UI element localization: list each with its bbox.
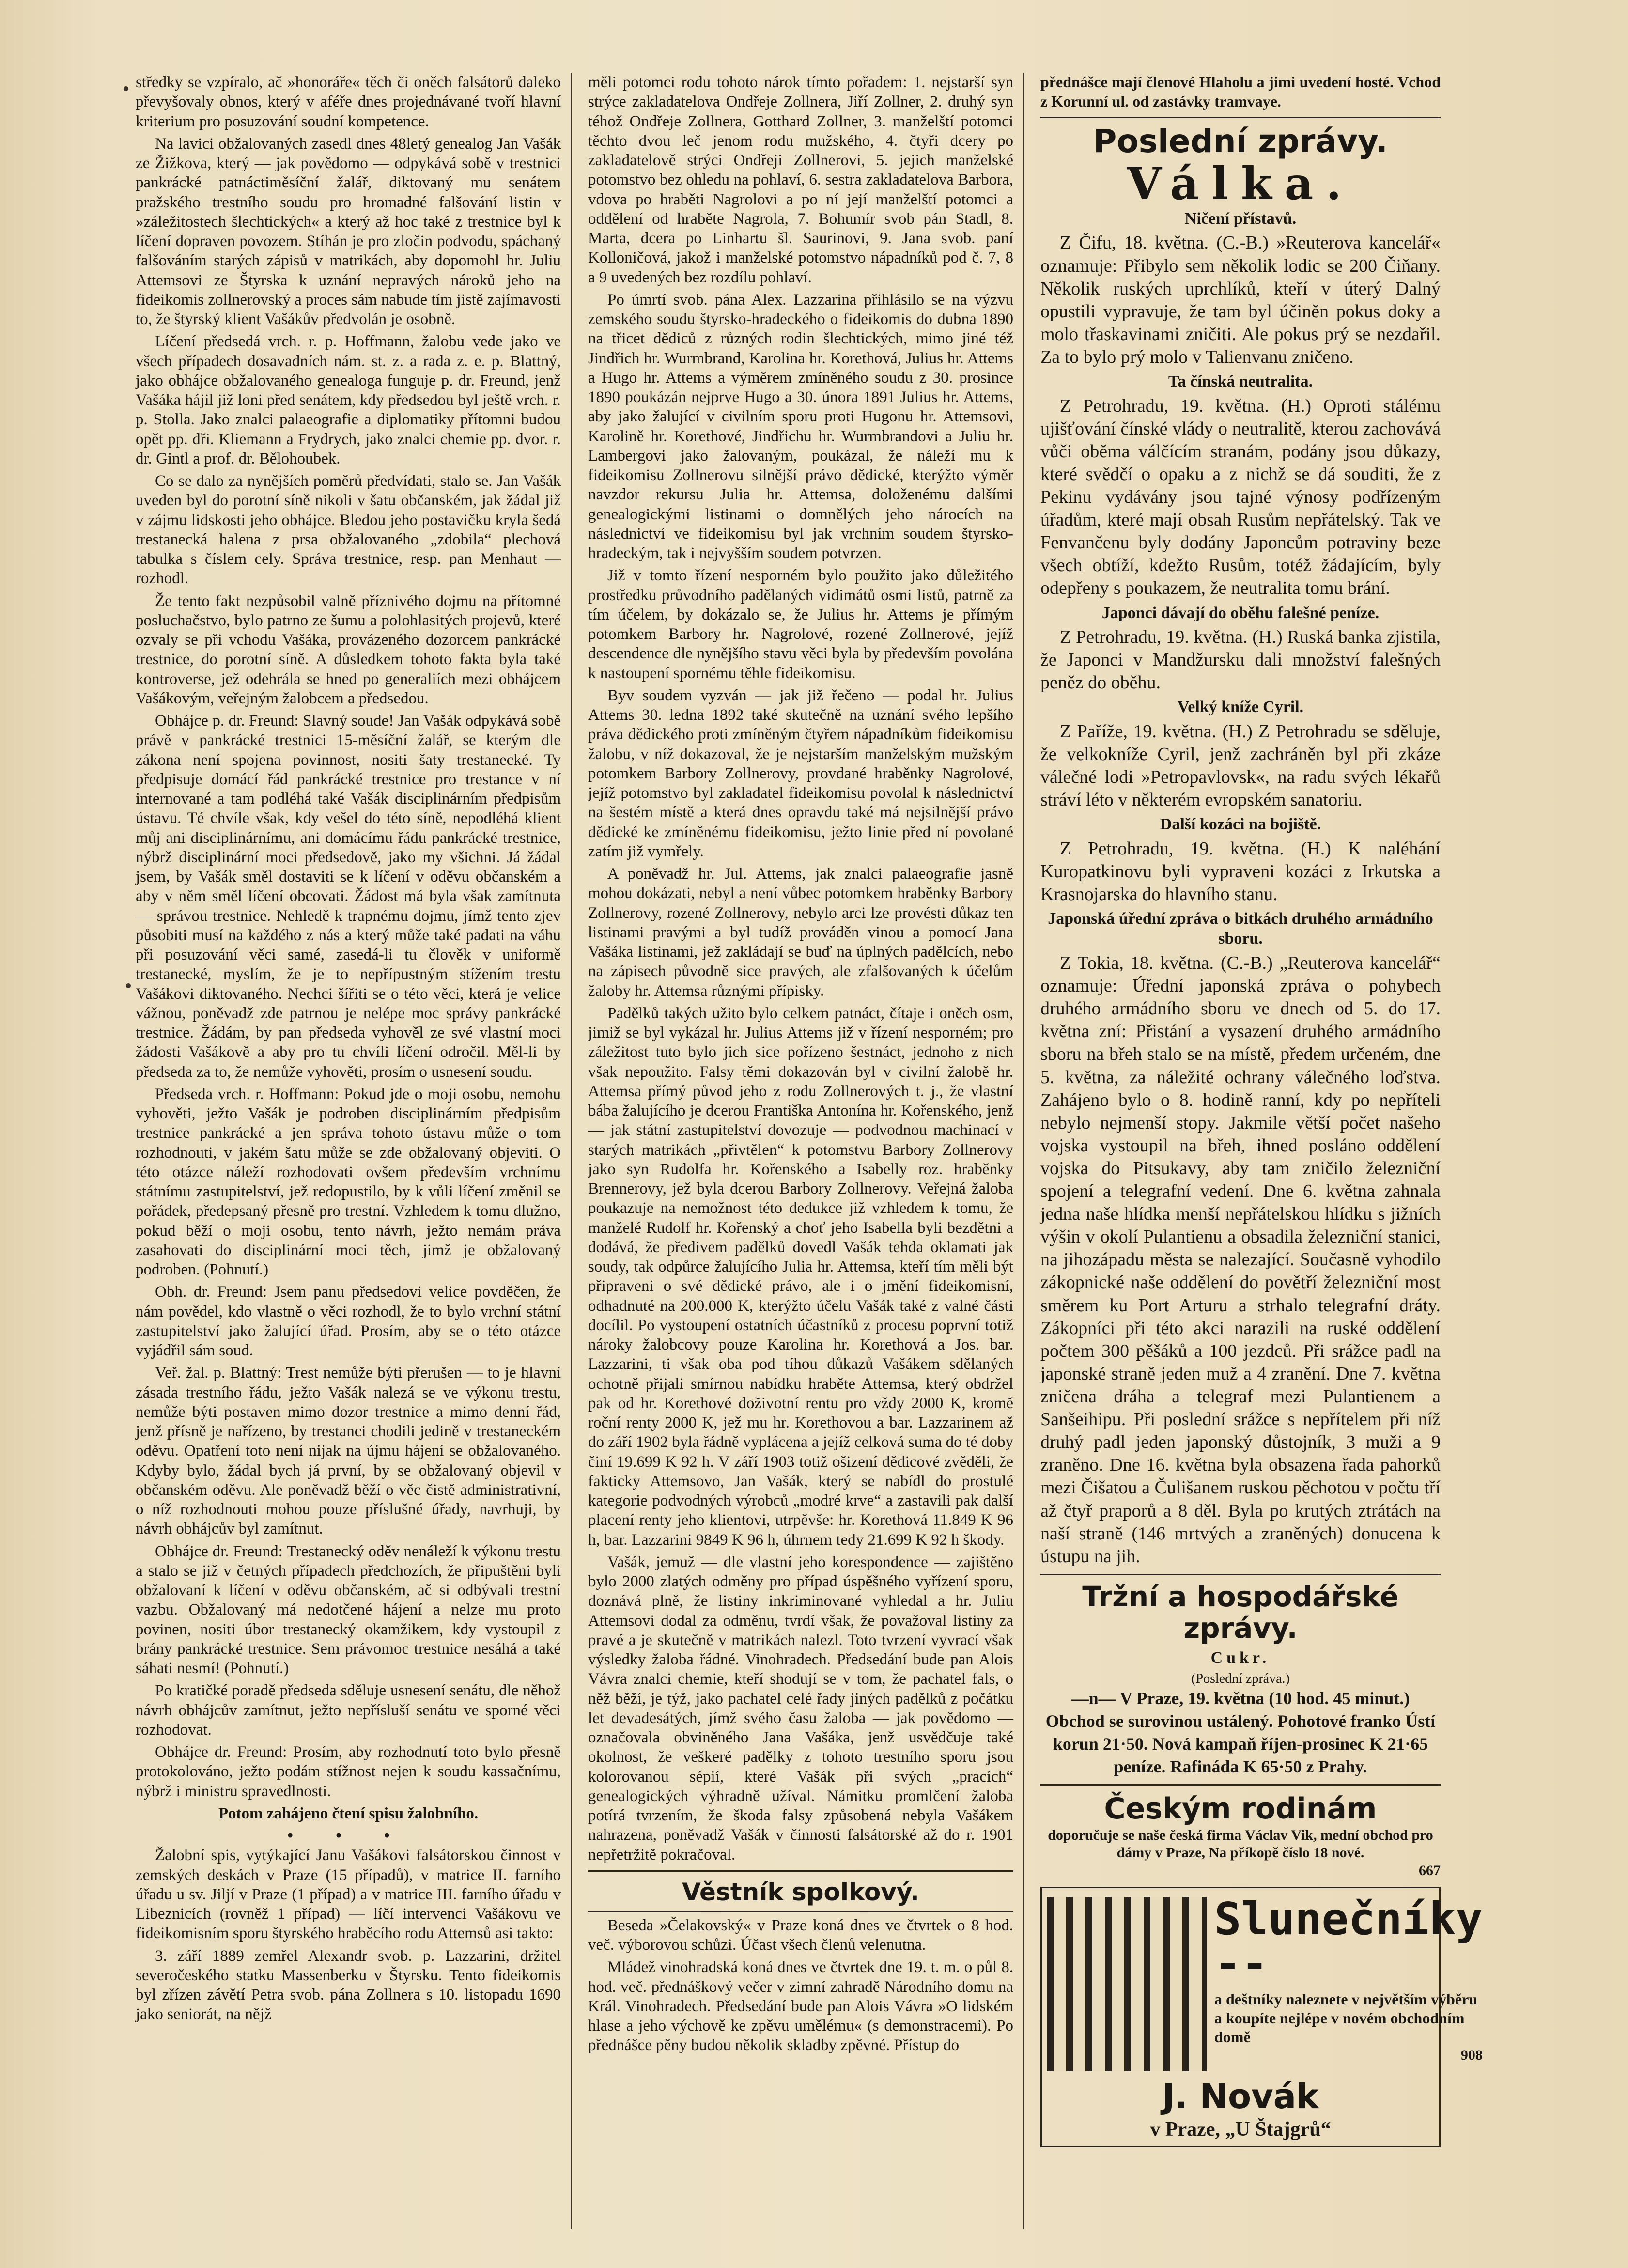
market-text: —n— V Praze, 19. května (10 hod. 45 minut.) Obchod se surovinou ustálený. Pohotové franko Ústí korun 21·50. Nová kampaň říjen-prosinec K 21·65 peníze. Rafináda K 65·50 z Prahy. (1045, 1689, 1436, 1776)
paragraph: Na lavici obžalovaných zasedl dnes 48letý genealog Jan Vašák ze Žižkova, který — jak povědomo — odpykává sobě v trestnici pankrácké patnáctiměsíční žalář, diktovaný mu senátem pražského trestního soudu pro hromadné falšování listin v »záležitostech šlechtických« a který až hoc také z trestnice byl k líčení dopraven povozem. Stíhán je pro zločin podvodu, spáchaný falšováním starých zápisů v matrikách, aby dopomohl hr. Juliu Attemsovi ze Štyrska k uznání nepravých nároků jeho na fideikomis zollnerovský a proces sám nabude tím jistě zajímavosti to, že štyrský klient Vašákův předvolán je osobně. (136, 135, 561, 328)
news-item-head: Japonci dávají do oběhu falešné peníze. (1101, 604, 1380, 622)
ad-address: v Praze, „U Štajgrů“ (1150, 2118, 1331, 2141)
market-sub: Cukr. (1210, 1648, 1271, 1667)
paragraph: Beseda »Čelakovský« v Praze koná dnes ve čtvrtek o 8 hod. več. výborovou schůzi. Účast všech členů velenutna. (588, 1916, 1013, 1954)
columns (136, 73, 1560, 2229)
news-item-head: Ta čínská neutralita. (1168, 373, 1313, 391)
paragraph: Líčení předsedá vrch. r. p. Hoffmann, žalobu vede jako ve všech případech dosavadních nám. st. z. a rada z. e. p. Blattný, jako obhájce obžalovaného genealoga funguje p. dr. Freund, jenž Vašáka hájil již loni před senátem, kdy předsedou byl ještě vrch. r. p. Stolla. Jako znalci palaeografie a diplomatiky přítomni budou opět pp. dři. Kliemann a Frydrych, jako znalci chemie pp. dvor. r. dr. Gintl a prof. dr. Bělohoubek. (136, 333, 561, 467)
paragraph: A poněvadž hr. Jul. Attems, jak znalci palaeografie jasně mohou dokázati, nebyl a není vůbec potomkem hraběnky Barbory Zollnerovy, rozené Zollnerovy, nebylo arci lze provésti důkaz ten listinami pravými a byl tudíž prováděn vinou a pomocí Jana Vašáka listinami, jež zakládají se buď na úplných padělcích, nebo na zápisech původně sice pravých, ale zfalšovaných k účelům žaloby hr. Attemsa různými přípisky. (588, 865, 1013, 1000)
ad-number: 908 (1460, 2047, 1483, 2063)
paragraph: přednášce mají členové Hlaholu a jimi uvedení hosté. Vchod z Korunní ul. od zastávky tramvaye. (1040, 73, 1441, 110)
news-item-text: Z Petrohradu, 19. května. (H.) Oproti stálému ujišťování čínské vlády o neutralitě, kterou zachovává vůči oběma válčícím stranám, podány jsou důkazy, které svědčí o opaku a z nichž se dá souditi, že z Pekinu vydávány jsou tajné výnosy podřízeným úřadům, které mají obsah Rusům nepřátelský. Tak ve Fenvančenu byly dodány Japoncům potraviny beze všech obtíží, kdežto Rusům, totéž žádajícím, byly odepřeny s poukazem, že neutralita tomu brání. (1040, 395, 1441, 599)
news-item-text: Z Petrohradu, 19. května. (H.) K naléhání Kuropatkinovu byli vypraveni kozáci z Irkutska a Krasnojarska do hlavního stanu. (1040, 838, 1441, 904)
ink-speck-icon (126, 983, 131, 988)
ink-speck-icon (124, 86, 128, 91)
divider (588, 1911, 1013, 1912)
news-item-text: Z Tokia, 18. května. (C.-B.) „Reuterova kancelář“ oznamuje: Úřední japonská zpráva o pohybech druhého armádního sboru ve dnech od 5. do 17. května zní: Přistání a vysazení druhého armádního sboru na břeh stalo se na místě, předem určeném, dne 5. května, za náležité ochrany válečného loďstva. Zahájeno bylo o 8. hodině ranní, kdy po nepříteli nebylo nejmenší stopy. Jakmile větší počet našeho vojska vystoupil na břeh, ihned posláno oddělení vojska do Pitsukavy, aby tam zničilo železniční spojení a telegrafní vedení. Dne 6. května zahnala jedna naše hlídka menší nepřátelskou hlídku s jižních výšin v okolí Pulantienu a obsadila železniční stanici, na jihozápadu města se nalezající. Současně vyhodilo zákopnické naše oddělení do povětří železniční most směrem ku Port Arturu a strhalo telegrafní dráty. Zákopníci při této akci narazili na ruské oddělení počtem 300 pěšáků a 100 jezdců. Při srážce padl na japonské straně jeden muž a 4 zranění. Dne 7. května zničena dráha a telegraf mezi Pulantienem a Sanšeihipu. Při poslední srážce s nepřítelem při níž druhý padl jeden japonský důstojník, 3 muži a 9 zraněno. Dne 16. května byla obsazena řada pahorků mezi Čišatou a Čulišanem ruskou pěchotou v počtu tří až čtyř praporů a 8 děl. Byla po krutých ztrátách na naší straně (146 mrtvých a zraněných) donucena k ústupu na jih. (1040, 952, 1441, 1567)
news-item-head: Další kozáci na bojiště. (1160, 815, 1321, 834)
paragraph: Veř. žal. p. Blattný: Trest nemůže býti přerušen — to je hlavní zásada trestního řádu, ježto Vašák nalezá se ve výkonu trestu, nemůže býti postaven mimo dozor trestnice a mimo denní řád, jenž přísně je nařízeno, by trestanci chodili jedině v trestaneckém oděvu. Opatření toto není nijak na újmu hájení se obžalovaného. Kdyby bylo, žádal bych já první, by se obžalovaný objevil v občanském oděvu. Ale poněvadž běží o věc čistě administrativní, o níž rozhodnouti mohou pouze příslušné úřady, navrhuji, by návrh obhájcův byl zamítnut. (136, 1364, 561, 1538)
section-title-market: Tržní a hospodářské zprávy. (1082, 1580, 1399, 1645)
news-item-head: Ničení přístavů. (1184, 209, 1297, 228)
column-1 (136, 73, 572, 2229)
section-title-war: Válka. (1127, 157, 1354, 210)
paragraph: Obhájce dr. Freund: Trestanecký oděv nenáleží k výkonu trestu a stalo se již v četných případech předchozích, že připuštěni byli obžalovaní k líčení v oděvu občanském, ač si odbývali trestní vazbu. Obžalovaný má nedotčené hájení a nelze mu proto povinen, nositi úbor trestanecký okamžikem, kdy vystoupil z brány pankrácké trestnice. Sem právomoc trestnice nesáhá a také sáhati nesmí! (Pohnutí.) (136, 1542, 561, 1677)
section-title-spolky: Věstník spolkový. (682, 1878, 919, 1906)
news-item-head: Velký kníže Cyril. (1177, 698, 1304, 716)
divider (1040, 1784, 1441, 1786)
paragraph: 3. září 1889 zemřel Alexandr svob. p. Lazzarini, držitel severočeského statku Massenberku v Štyrsku. Tento fideikomis byl zřízen závětí Petra svob. pána Zollnera s 10. listopadu 1690 jako seniorát, na nějž (136, 1947, 561, 2023)
paragraph: Mládež vinohradská koná dnes ve čtvrtek dne 19. t. m. o půl 8. hod. več. přednáškový večer v zimní zahradě Národního domu na Král. Vinohradech. Předsedání bude pan Alois Vávra »O lidském hlase a jeho výchově ke zpěvu umělému« (s demonstracemi). Po přednášce pěny budou několik skladby zpěvné. Přístup do (588, 1958, 1013, 2054)
column-2 (588, 73, 1024, 2229)
news-item-text: Z Petrohradu, 19. května. (H.) Ruská banka zjistila, že Japonci v Mandžursku dali množství falešných peněz do oběhu. (1040, 626, 1441, 693)
paragraph-bold: Potom zahájeno čtení spisu žalobního. (218, 1804, 479, 1822)
divider (588, 1870, 1013, 1872)
paragraph: Po kratičké poradě předseda sděluje usnesení senátu, dle něhož návrh obhájcův zamítnut, ježto nepřísluší senátu ve sporné věci rozhodovat. (136, 1682, 561, 1739)
column-3 (1040, 73, 1483, 2229)
section-title-news: Poslední zprávy. (1093, 123, 1388, 160)
umbrella-illustration-icon (1047, 1897, 1207, 2071)
paragraph: měli potomci rodu tohoto nárok tímto pořadem: 1. nejstarší syn strýce zakladatelova Ondřeje Zollnera, Jiří Zollner, 2. druhý syn téhož Ondřeje Zollnera, Gotthard Zollner, 3. manželští potomci těchto dvou leč jenom rodu mužského, 4. čtyři dcery po zakladatelově strýci Ondřeji Zollnerovi, 5. jejich manželské potomstvo bez ohledu na pohlaví, 6. sestra zakladatelova Barbora, vdova po hraběti Nagrolovi a po ní její manželští potomci a oddělení od hraběte Nagrola, 7. Bohumír svob pán Stadl, 8. Marta, dcera po Linhartu šl. Saurinovi, 9. Jana svob. paní Kolloničová, jakož i manželské potomstvo nápadníků pod č. 7, 8 a 9 uvedených bez rozdílu pohlaví. (588, 74, 1013, 286)
news-item-text: Z Čifu, 18. května. (C.-B.) »Reuterova kancelář« oznamuje: Přibylo sem několik lodic se 200 Čiňany. Několik ruských uprchlíků, kteří v úterý Dalný opustili vypravuje, že tam byl účiněn pokus doky a molo třaskavinami zničiti. Ale pokus prý se nezdařil. Za to bylo prý molo v Talienvanu zničeno. (1040, 233, 1441, 367)
ad-text: doporučuje se naše česká firma Václav Vik, mední obchod pro dámy v Praze, Na příkopě číslo 18 nové. (1048, 1827, 1433, 1861)
market-note: (Poslední zpráva.) (1191, 1671, 1290, 1687)
paragraph: Vašák, jemuž — dle vlastní jeho korespondence — zajištěno bylo 2000 zlatých odměny pro případ úspěšného vyřízení sporu, doznává plně, že listiny inkriminované vyhledal a hr. Juliu Attemsovi dodal za odměnu, tvrdí však, že považoval listiny za pravé a je skutečně v matrikách nalezl. Toto tvrzení vyvrací však výsledky žaloba řádné. Vinohradech. Předsedání bude pan Alois Vávra znalci chemie, kteří shodují se v tom, že pachatel fals, o něž běží, je týž, jako pachatel celé řady jiných padělků z počátku let devadesátých, jímž svého času žaloba — jak povědomo — označovala obviněného Jana Vašáka, jenž usvědčuje také okolnost, že veškeré padělky z tohoto trestního sporu jsou kolorovanou sépií, které Vašák při svých „pracích“ genealogických výhradně užíval. Námitku promlčení žaloba potírá tvrzením, že škoda falsy způsobená nebyla Vašákem nahrazena, poněvadž Vašák v činnosti falsátorské až do r. 1901 nepřetržitě pokračoval. (588, 1553, 1013, 1864)
ad-name: J. Novák (1162, 2076, 1319, 2116)
paragraph: středky se vzpíralo, ač »honoráře« těch či oněch falsátorů daleko převyšovaly obnos, který v aféře dnes projednávané tvoří hlavní kriterium pro posuzování soudní kompetence. (136, 74, 561, 130)
paragraph: Obhájce p. dr. Freund: Slavný soude! Jan Vašák odpykává sobě právě v pankrácké trestnici 15-měsíční žalář, se kterým dle zákona není spojena povinnost, nositi šaty trestanecké. Ty předpisuje domácí řád pankrácké trestnice pro trestance v ní internované a tam podléhá také Vašák disciplinárním předpisům ústavu. Té chvíle však, kdy vešel do této síně, nepodléhá klient můj ani disciplinárnímu, ani domácímu řádu pankrácké trestnice, nýbrž disciplinární moci předsedově, jako my všichni. Já žádal jsem, by Vašák směl dostaviti se k líčení v oděvu občanském a aby v něm směl líčení obcovati. Žádost má byla však zamítnuta — správou trestnice. Nehledě k trapnému dojmu, jímž tento zjev působiti musí na každého z nás a který může také padati na váhu při posuzování věci samé, zasedá-li tu člověk v uniformě trestanecké, myslím, že je to nepřípustným stížením trestu Vašákovi diktovaného. Nechci šířiti se o této věci, která je velice vážnou, poněvadž zde patrnou je nelépe moc správy pankrácké trestnice. Žádám, by pan předseda vyhověl ze své vlastní moci žádosti Vašákově a aby pro tu chvíli líčení odročil. Měl-li by předseda za to, že nemůže vyhověti, prosím o usnesení soudu. (136, 712, 561, 1081)
news-item-text: Z Paříže, 19. května. (H.) Z Petrohradu se sděluje, že velkokníže Cyril, jenž zachráněn byl při zkáze válečné lodi »Petropavlovsk«, na radu svých lékařů stráví léto v některém evropském sanatoriu. (1040, 721, 1441, 810)
paragraph: Byv soudem vyzván — jak již řečeno — podal hr. Julius Attems 30. ledna 1892 také skutečně na uznání svého lepšího práva dědického proti zmíněným čtyřem nápadníkům fideikomisu žalobu, v níž dokazoval, že je nejstarším manželským mužským potomkem Barbory Zollnerovy, provdané hraběnky Nagrolové, jejíž potomstvo byl zakladatel fideikomisu povolal k následnictví na šestém místě a která dnes opravdu také má nejsilnější právo dědické ke zmíněnému fideikomisu, ježto linie před ní povolané zatím již vymřely. (588, 686, 1013, 860)
ad-text: a deštníky naleznete v největším výběru a koupíte nejlépe v novém obchodním domě (1214, 1990, 1478, 2046)
paragraph: Padělků takých užito bylo celkem patnáct, čítaje i oněch osm, jimiž se byl vykázal hr. Julius Attems již v řízení nesporném; pro záležitost tuto bylo jich sice pořízeno šestnáct, jednoho z nich však nepoužito. Falsy těmi dokazován byl v civilní žalobě hr. Attemsa přímý původ jeho z rodu Zollnerových t. j., že vlastní bába žalujícího je dcerou Františka Antonína hr. Kořenského, jenž — jak státní zastupitelství dovozuje — podvodnou machinací v starých matrikách „přivtělen“ k potomstvu Barbory Zollnerovy jako syn Rudolfa hr. Kořenského a Isabelly roz. hraběnky Brennerovy, jež byla dcerou Barbory Zollnerovy. Veřejná žaloba poukazuje na nemožnost této dedukce již vzhledem k tomu, že manželé Rudolf hr. Kořenský a choť jeho Isabella byli bezdětni a dodává, že předivem padělků dovedl Vašák tehda oklamati jak soudy, tak odpůrce žalujícího Julia hr. Attemsa, kteří tím měli být připraveni o své dědické právo, ale i o jmění fideikomisní, odhadnuté na 200.000 K, kterýžto účelu Vašák také z valné části docílil. Po vystoupení ostatních účastníků z procesu poprvní totiž nároky žalobcovy pouze Karolina hr. Korethová a Jos. bar. Lazzarini, ti však oba pod tíhou důkazů Vašákem sdělaných ochotně přijali smírnou nabídku hraběte Attemsa, který obdržel pak od hr. Korethové doživotní rentu pro vždy 2000 K, kromě roční renty 2000 K, jež mu hr. Korethovou a bar. Lazzarinem až do září 1902 byla řádně vyplácena a jejíž celková suma do té doby činí 19.699 K 92 h. V září 1903 totiž ošizení dědicové zvěděli, že fakticky Attemsovo, Jan Vašák, který se nabídl do prostulé kategorie podvodných výrobců „modré krve“ a zastavili pak další placení renty jeho klientovi, utrpěvše: hr. Korethová 11.849 K 96 h, bar. Lazzarini 9849 K 96 h, úhrnem tedy 21.699 K 92 h škody. (588, 1004, 1013, 1549)
paragraph: Obhájce dr. Freund: Prosím, aby rozhodnutí toto bylo přesně protokolováno, ježto podám stížnost nejen k soudu kassačnímu, nýbrž i ministru spravedlnosti. (136, 1743, 561, 1800)
ad-brand: Slunečníky -- (1214, 1893, 1483, 1989)
paragraph: Obh. dr. Freund: Jsem panu předsedovi velice povděčen, že nám povědel, kdo vlastně o věci rozhodl, že to bylo vrchní státní zastupitelství jako žalující úřad. Prosím, aby se o této otázce vyjádřil sám soud. (136, 1283, 561, 1359)
separator-dots: • • • (287, 1827, 409, 1845)
paragraph: Žalobní spis, vytýkající Janu Vašákovi falsátorskou činnost v zemských deskách v Praze (15 případů), v matrice II. farního úřadu u sv. Jiljí v Praze (1 případ) a v matrice III. farního úřadu v Libeznicích (rovněž 1 případ) — líčí intervenci Vašákovu ve fideikomisním sporu štyrského hraběcího rodu Attemsů asi takto: (136, 1847, 561, 1942)
paragraph: Již v tomto řízení nesporném bylo použito jako důležitého prostředku průvodního padělaných vidimátů osmi listů, patrně za tím účelem, by dokázalo se, že Julius hr. Attems je přímým potomkem Barbory hr. Nagrolové, rozené Zollnerové, jejíž descendence dle nynějšího stavu věci byla by především povolána k nastoupení spornému těhle fideikomisu. (588, 567, 1013, 682)
ad-number: 667 (1419, 1863, 1441, 1879)
ad-umbrellas (1040, 1887, 1483, 2148)
paragraph: Že tento fakt nezpůsobil valně příznivého dojmu na přítomné posluchačstvo, bylo patrno ze šumu a polohlasitých projevů, které ozvaly se při vchodu Vašáka, provázeného dozorcem pankrácké trestnice, do porotní síně. A důsledkem tohoto fakta byla také kontroverse, jež odehrála se hned po generaliích mezi obhájcem Vašákovým, veřejným žalobcem a předsedou. (136, 592, 561, 707)
ad-body (1214, 1893, 1483, 2065)
ad-row (1047, 1893, 1483, 2071)
paragraph: Co se dalo za nynějších poměrů předvídati, stalo se. Jan Vašák uveden byl do porotní síně nikoli v šatu občanském, jak žádal již v zájmu lidskosti jeho obhájce. Bledou jeho postavičku kryla šedá trestanecká halena z prsa obžalovaného „zdobila“ plechová tabulka s číslem cely. Správa trestnice, resp. pan Menhaut — rozhodl. (136, 472, 561, 588)
divider (1040, 1574, 1441, 1575)
divider (1040, 117, 1441, 118)
paragraph: Po úmrtí svob. pána Alex. Lazzarina přihlásilo se na výzvu zemského soudu štyrsko-hradeckého o fideikomis do dubna 1890 na třicet dědiců z různých rodin šlechtických, mimo jiné též Jindřich hr. Wurmbrand, Karolina hr. Korethová, Julius hr. Attems a Hugo hr. Attems a výměrem zmíněného soudu z 30. prosince 1890 poukázán nejprve Hugo a 30. února 1891 Julius hr. Attems, aby jako žalující v civilním sporu proti Hugonu hr. Attemsovi, Karolině hr. Korethové, Jindřichu hr. Wurmbrandovi a Juliu hr. Lambergovi jako žalovaným, poukázal, že náleží mu k fideikomisu Zollnerovu silnější právo dědické, kterýžto výměr navzdor rekursu Julia hr. Attemsa, doloženému dalšími genealogickými listinami o domnělých jeho nárocích na následnictví ve fideikomisu byl jak vrchním soudem štyrsko-hradeckým, tak i nejvyšším soudem potvrzen. (588, 291, 1013, 562)
ad-title-rodinam: Českým rodinám (1104, 1791, 1377, 1826)
paragraph: Předseda vrch. r. Hoffmann: Pokud jde o moji osobu, nemohu vyhověti, ježto Vašák je podroben disciplinárním předpisům trestnice pankrácké a jen správa tohoto ústavu může o tom rozhodnouti, v jakém šatu může se zde obžalovaný objeviti. O této otázce náleží rozhodovati ovšem především vrchnímu státnímu zastupitelství, jež redopustilo, by k vůli líčení změnil se pořádek, předepsaný přesně pro trestní. Vzhledem k tomu dlužno, pokud běží o moji osobu, tento návrh, ježto nemám práva zasahovati do disciplinární moci těch, jimž je obžalovaný podroben. (Pohnutí.) (136, 1085, 561, 1278)
news-item-head: Japonská úřední zpráva o bitkách druhého armádního sboru. (1048, 910, 1433, 948)
